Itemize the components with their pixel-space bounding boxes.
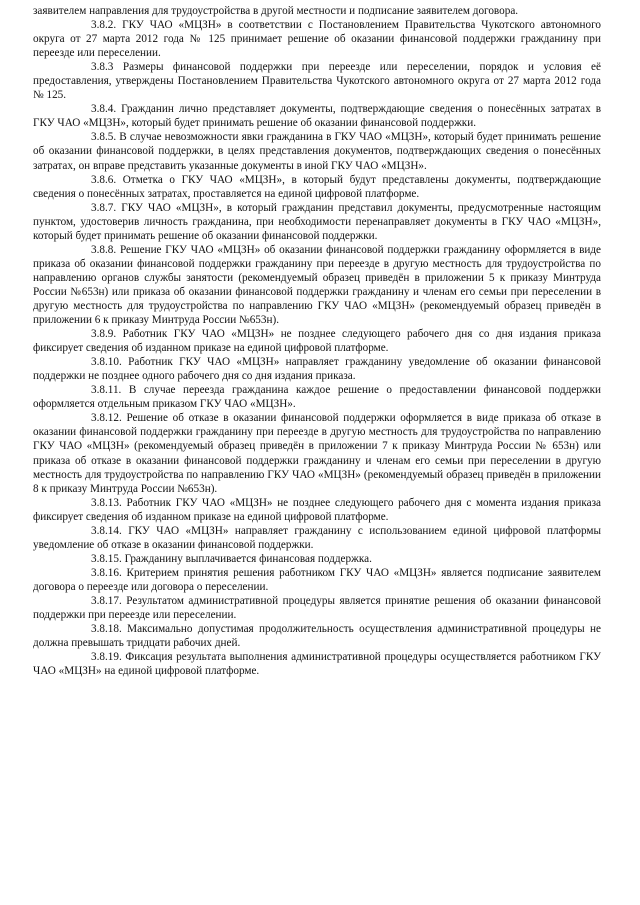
- paragraph-3-8-13: 3.8.13. Работник ГКУ ЧАО «МЦЗН» не позднее следующего рабочего дня с момента издания приказа фиксирует сведения об изданном приказе на единой цифровой платформе.: [33, 496, 601, 523]
- paragraph-3-8-10: 3.8.10. Работник ГКУ ЧАО «МЦЗН» направляет гражданину уведомление об оказании финансовой поддержки не позднее одного рабочего дня со дня издания приказа.: [33, 356, 601, 383]
- paragraph-3-8-11: 3.8.11. В случае переезда гражданина каждое решение о предоставлении финансовой поддержки оформляется отдельным приказом ГКУ ЧАО «МЦЗН».: [33, 384, 601, 411]
- paragraph-3-8-16: 3.8.16. Критерием принятия решения работником ГКУ ЧАО «МЦЗН» является подписание заявителем договора о переезде или договора о переселении.: [33, 566, 601, 593]
- paragraph-3-8-18: 3.8.18. Максимально допустимая продолжительность осуществления административной процедуры не должна превышать тридцати рабочих дней.: [33, 623, 601, 650]
- paragraph-3-8-3: 3.8.3 Размеры финансовой поддержки при переезде или переселении, порядок и условия её предоставления, утверждены Постановлением Правительства Чукотского автономного округа от 27 марта 2012 года № 125.: [33, 61, 601, 102]
- paragraph-3-8-8: 3.8.8. Решение ГКУ ЧАО «МЦЗН» об оказании финансовой поддержки гражданину оформляется в виде приказа об оказании финансовой поддержки гражданину при переезде в другую местность для трудоустройства по направлению органов службы занятости (рекомендуемый образец приведён в приложении 5 к приказу Минтруда России №653н) или приказа об оказании финансовой поддержки гражданину и членам его семьи при переселении в другую местность для трудоустройства по направлению ГКУ ЧАО «МЦЗН» (рекомендуемый образец приведён в приложении 6 к приказу Минтруда России №653н).: [33, 243, 601, 327]
- paragraph-3-8-6: 3.8.6. Отметка о ГКУ ЧАО «МЦЗН», в который будут представлены документы, подтверждающие сведения о понесённых затратах, проставляется на единой цифровой платформе.: [33, 173, 601, 200]
- paragraph-3-8-15: 3.8.15. Гражданину выплачивается финансовая поддержка.: [91, 552, 372, 565]
- paragraph-3-8-7: 3.8.7. ГКУ ЧАО «МЦЗН», в который гражданин представил документы, предусмотренные настоящим пунктом, удостоверив личность гражданина, при необходимости перенаправляет документы в ГКУ ЧАО «МЦЗН», который будет принимать решение об оказании финансовой поддержки.: [33, 201, 601, 242]
- paragraph-3-8-9: 3.8.9. Работник ГКУ ЧАО «МЦЗН» не позднее следующего рабочего дня со дня издания приказа фиксирует сведения об изданном приказе на единой цифровой платформе.: [33, 328, 601, 355]
- paragraph-3-8-19: 3.8.19. Фиксация результата выполнения административной процедуры осуществляется работником ГКУ ЧАО «МЦЗН» на единой цифровой платформе.: [33, 651, 601, 678]
- paragraph-3-8-4: 3.8.4. Гражданин лично представляет документы, подтверждающие сведения о понесённых затратах в ГКУ ЧАО «МЦЗН», который будет принимать решение об оказании финансовой поддержки.: [33, 103, 601, 130]
- paragraph-3-8-14: 3.8.14. ГКУ ЧАО «МЦЗН» направляет гражданину с использованием единой цифровой платформы уведомление об отказе в оказании финансовой поддержки.: [33, 524, 601, 551]
- paragraph-continuation: заявителем направления для трудоустройства в другой местности и подписание заявителем договора.: [33, 5, 519, 17]
- paragraph-3-8-12: 3.8.12. Решение об отказе в оказании финансовой поддержки оформляется в виде приказа об отказе в оказании финансовой поддержки гражданину при переезде в другую местность для трудоустройства по направлению ГКУ ЧАО «МЦЗН» (рекомендуемый образец приведён в приложении 7 к приказу Минтруда России № 653н) или приказа об отказе в оказании финансовой поддержки гражданину и членам его семьи при переселении в другую местность для трудоустройства по направлению ГКУ ЧАО «МЦЗН» (рекомендуемый образец приведён в приложении 8 к приказу Минтруда России №653н).: [33, 412, 601, 495]
- paragraph-3-8-5: 3.8.5. В случае невозможности явки гражданина в ГКУ ЧАО «МЦЗН», который будет принимать решение об оказании финансовой поддержки, в целях представления документов, подтверждающих сведения о понесённых затратах, он вправе представить указанные документы в иной ГКУ ЧАО «МЦЗН».: [33, 131, 601, 172]
- paragraph-3-8-17: 3.8.17. Результатом административной процедуры является принятие решения об оказании финансовой поддержки при переезде или переселении.: [33, 594, 601, 622]
- paragraph-3-8-2: 3.8.2. ГКУ ЧАО «МЦЗН» в соответствии с Постановлением Правительства Чукотского автономного округа от 27 марта 2012 года № 125 принимает решение об оказании финансовой поддержки гражданину при переезде или переселении.: [33, 19, 601, 60]
